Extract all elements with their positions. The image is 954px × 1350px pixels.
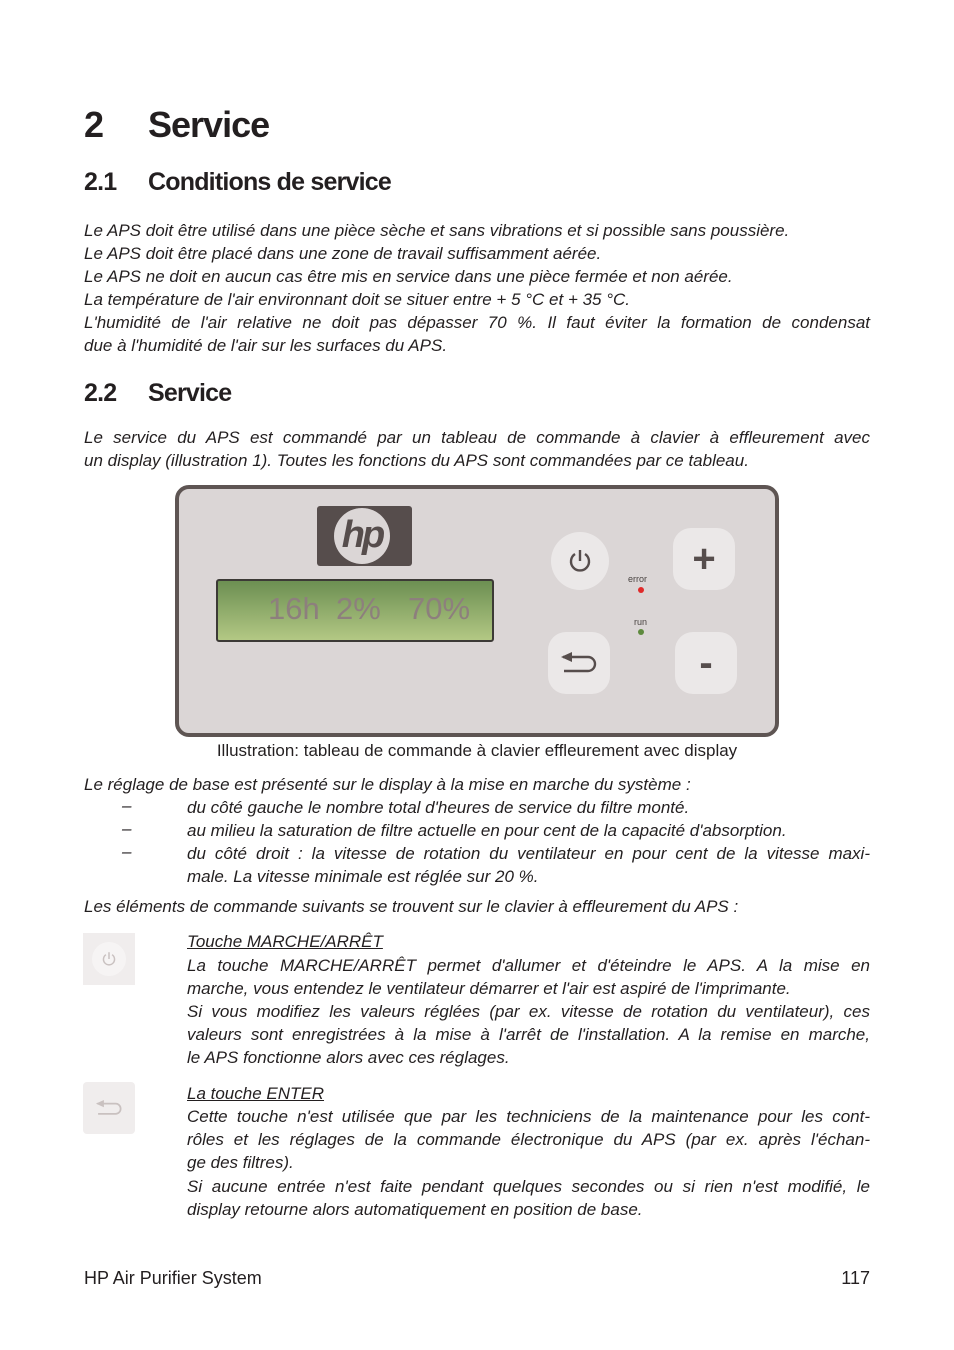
text-line: un display (illustration 1). Toutes les fonctions du APS sont commandées par ce tableau. bbox=[84, 451, 749, 470]
bullet-item: du côté gauche le nombre total d'heures de service du filtre monté. bbox=[187, 798, 690, 817]
power-icon bbox=[101, 951, 117, 967]
run-label: run bbox=[634, 617, 648, 627]
text-line: La touche MARCHE/ARRÊT permet d'allumer et d'éteindre le APS. A la mise en bbox=[187, 956, 870, 975]
text-line: Le service du APS est commandé par un tableau de commande à clavier à effleurement avec bbox=[84, 428, 870, 447]
figure-caption: Illustration: tableau de commande à clavier effleurement avec display bbox=[216, 741, 738, 760]
power-key-thumbnail bbox=[83, 933, 135, 985]
text-line: display retourne alors automatiquement en position de base. bbox=[187, 1200, 643, 1219]
text-line: La température de l'air environnant doit se situer entre + 5 °C et + 35 °C. bbox=[84, 290, 631, 309]
text-line: Cette touche n'est utilisée que par les techniciens de la maintenance pour les cont- bbox=[187, 1107, 870, 1126]
bullet-dash: – bbox=[122, 796, 132, 815]
footer-product: HP Air Purifier System bbox=[84, 1268, 262, 1288]
text-line: rôles et les réglages de la commande électronique du APS (par ex. après l'échan- bbox=[187, 1130, 870, 1149]
enter-arrow-icon bbox=[560, 652, 598, 674]
run-led bbox=[638, 629, 644, 635]
power-key-title: Touche MARCHE/ARRÊT bbox=[187, 932, 383, 951]
chapter-heading: 2 Service bbox=[84, 104, 270, 145]
text-line: Le APS doit être utilisé dans une pièce sèche et sans vibrations et si possible sans poussière. bbox=[84, 221, 790, 240]
section-heading-service: 2.2 Service bbox=[84, 379, 232, 407]
text-line: Le APS ne doit en aucun cas être mis en service dans une pièce fermée et non aérée. bbox=[84, 267, 733, 286]
bullet-item: au milieu la saturation de filtre actuelle en pour cent de la capacité d'absorption. bbox=[187, 821, 787, 840]
display-speed: 70% bbox=[408, 591, 471, 626]
text-line: valeurs sont enregistrées à la mise à l'arrêt de l'installation. A la remise en marche, bbox=[187, 1025, 870, 1044]
text-line: Si aucune entrée n'est faite pendant quelques secondes ou si rien n'est modifié, le bbox=[187, 1177, 870, 1196]
error-label: error bbox=[628, 574, 648, 584]
bullet-item: du côté droit : la vitesse de rotation du ventilateur en pour cent de la vitesse maxi- bbox=[187, 844, 870, 863]
enter-key-title: La touche ENTER bbox=[187, 1084, 325, 1103]
bullet-dash: – bbox=[122, 819, 132, 838]
plus-button: + bbox=[673, 528, 735, 590]
lcd-display bbox=[216, 579, 494, 642]
minus-button: - bbox=[675, 632, 737, 694]
enter-arrow-icon bbox=[95, 1100, 123, 1116]
text-line: due à l'humidité de l'air sur les surfaces du APS. bbox=[84, 336, 448, 355]
power-icon bbox=[567, 548, 593, 574]
text-line: Si vous modifiez les valeurs réglées (par ex. vitesse de rotation du ventilateur), ces bbox=[187, 1002, 870, 1021]
display-hours: 16h bbox=[268, 591, 320, 626]
hp-logo: hp bbox=[317, 506, 412, 566]
text-line: marche, vous entendez le ventilateur démarrer et l'air est aspiré de l'imprimante. bbox=[187, 979, 791, 998]
display-saturation: 2% bbox=[336, 591, 381, 626]
enter-button bbox=[548, 632, 610, 694]
text-line: Le réglage de base est présenté sur le display à la mise en marche du système : bbox=[84, 775, 691, 794]
text-line: ge des filtres). bbox=[187, 1153, 294, 1172]
bullet-dash: – bbox=[122, 842, 132, 861]
page-number: 117 bbox=[841, 1268, 870, 1288]
text-line: Les éléments de commande suivants se trouvent sur le clavier à effleurement du APS : bbox=[84, 897, 739, 916]
error-led bbox=[638, 587, 644, 593]
text-line: L'humidité de l'air relative ne doit pas dépasser 70 %. Il faut éviter la formation de condensat bbox=[84, 313, 870, 332]
enter-key-thumbnail bbox=[83, 1082, 135, 1134]
text-line: Le APS doit être placé dans une zone de travail suffisamment aérée. bbox=[84, 244, 602, 263]
control-panel-illustration bbox=[175, 485, 779, 737]
bullet-item: male. La vitesse minimale est réglée sur 20 %. bbox=[187, 867, 539, 886]
power-button bbox=[551, 532, 609, 590]
section-heading-conditions: 2.1 Conditions de service bbox=[84, 168, 391, 196]
text-line: le APS fonctionne alors avec ces réglages. bbox=[187, 1048, 510, 1067]
